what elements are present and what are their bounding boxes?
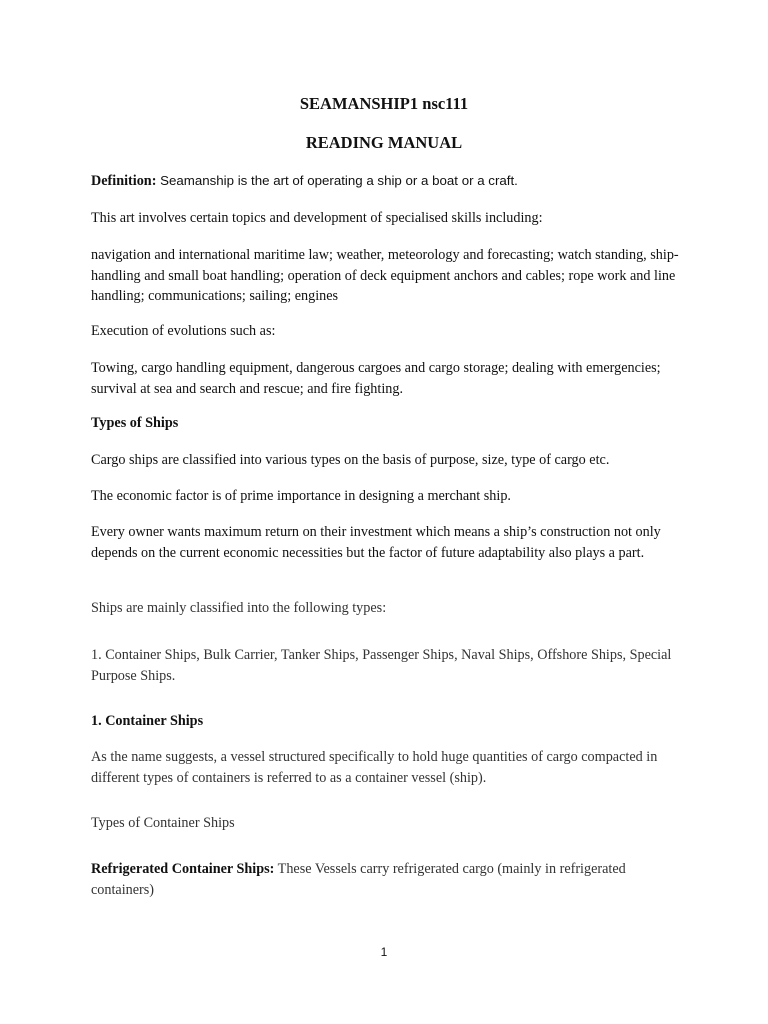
refrigerated-label: Refrigerated Container Ships: xyxy=(91,861,275,877)
skills-paragraph: navigation and international maritime law; weather, meteorology and forecasting; watch standing, ship-handling and small boat handling; operation of deck equipment anchors and cables; rope work and line handling; communications; sailing; engines xyxy=(91,247,679,304)
refrigerated-paragraph xyxy=(91,859,681,900)
owner-return-paragraph: Every owner wants maximum return on their investment which means a ship’s construction not only depends on the current economic necessities but the factor of future adaptability also plays a part. xyxy=(91,524,661,561)
types-list-paragraph: 1. Container Ships, Bulk Carrier, Tanker Ships, Passenger Ships, Naval Ships, Offshore Ships, Special Purpose Ships. xyxy=(91,647,672,684)
definition-paragraph xyxy=(91,171,681,192)
container-types-paragraph: Types of Container Ships xyxy=(91,815,235,831)
refrigerated-text: These Vessels carry refrigerated cargo (mainly in refrigerated containers) xyxy=(91,861,626,898)
page-number: 1 xyxy=(380,945,388,959)
types-of-ships-heading: Types of Ships xyxy=(91,415,179,431)
definition-text: Seamanship is the art of operating a ship or a boat or a craft. xyxy=(156,173,518,188)
evolutions-intro-paragraph: Execution of evolutions such as: xyxy=(91,323,276,339)
evolutions-paragraph: Towing, cargo handling equipment, dangerous cargoes and cargo storage; dealing with emergencies; survival at sea and search and rescue; and fire fighting. xyxy=(91,360,661,397)
container-description-paragraph: As the name suggests, a vessel structured specifically to hold huge quantities of cargo compacted in different types of containers is referred to as a container vessel (ship). xyxy=(91,749,658,786)
mainly-classified-paragraph: Ships are mainly classified into the following types: xyxy=(91,600,387,616)
intro-paragraph: This art involves certain topics and development of specialised skills including: xyxy=(91,210,543,226)
economic-factor-paragraph: The economic factor is of prime importance in designing a merchant ship. xyxy=(91,488,511,504)
document-subtitle: READING MANUAL xyxy=(305,133,463,152)
container-ships-heading: 1. Container Ships xyxy=(91,713,204,729)
definition-label: Definition: xyxy=(91,173,157,189)
document-title: SEAMANSHIP1 nsc111 xyxy=(299,94,469,113)
cargo-classified-paragraph: Cargo ships are classified into various types on the basis of purpose, size, type of cargo etc. xyxy=(91,452,610,468)
